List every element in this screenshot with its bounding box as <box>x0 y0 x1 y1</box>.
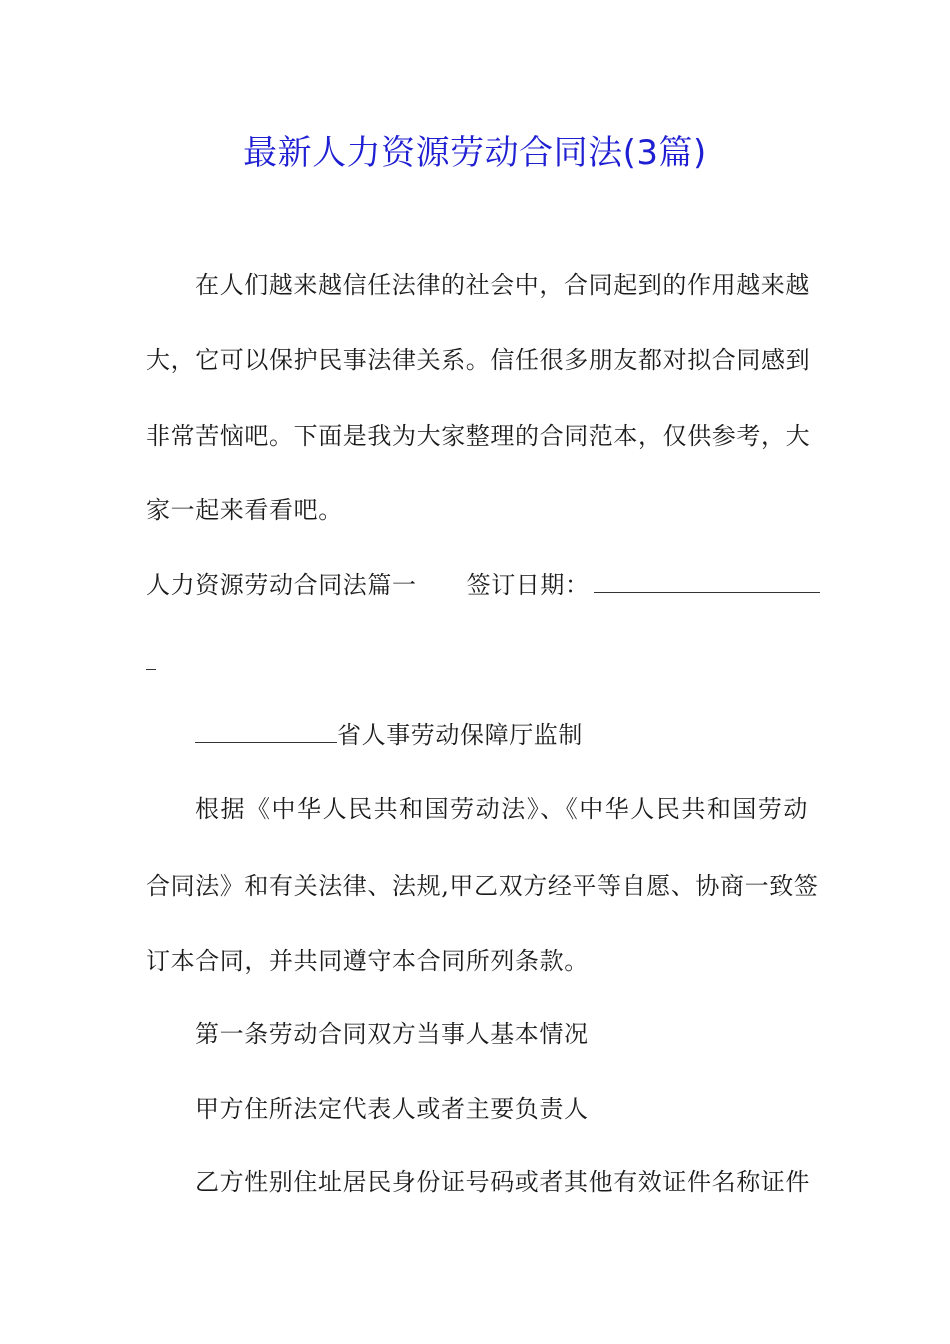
party-b-line: 乙方性别住址居民身份证号码或者其他有效证件名称证件 <box>195 1168 810 1196</box>
party-a-line: 甲方住所法定代表人或者主要负责人 <box>195 1095 589 1123</box>
sign-date-blank-tail <box>146 647 156 670</box>
document-title: 最新人力资源劳动合同法(3篇) <box>243 133 707 173</box>
basis-line-3: 订本合同，并共同遵守本合同所列条款。 <box>146 947 589 975</box>
section-heading: 人力资源劳动合同法篇一 <box>146 571 417 599</box>
sign-date-blank-continuation <box>146 642 808 682</box>
intro-line-2: 大，它可以保护民事法律关系。信任很多朋友都对拟合同感到 <box>146 346 811 374</box>
supervisor-row <box>195 715 857 755</box>
intro-line-4: 家一起来看看吧。 <box>146 496 343 524</box>
article-1-heading: 第一条劳动合同双方当事人基本情况 <box>195 1020 589 1048</box>
supervisor-label: 省人事劳动保障厅监制 <box>337 721 583 749</box>
intro-line-3: 非常苦恼吧。下面是我为大家整理的合同范本，仅供参考，大 <box>146 422 811 450</box>
sign-date-blank <box>594 570 820 593</box>
basis-line-2: 合同法》和有关法律、法规,甲乙双方经平等自愿、协商一致签 <box>146 872 819 900</box>
sign-date-label: 签订日期： <box>466 571 590 599</box>
section-heading-row <box>146 565 808 605</box>
province-blank <box>195 720 337 743</box>
intro-line-1: 在人们越来越信任法律的社会中，合同起到的作用越来越 <box>195 271 810 299</box>
basis-line-1: 根据《中华人民共和国劳动法》、《中华人民共和国劳动 <box>195 795 808 823</box>
